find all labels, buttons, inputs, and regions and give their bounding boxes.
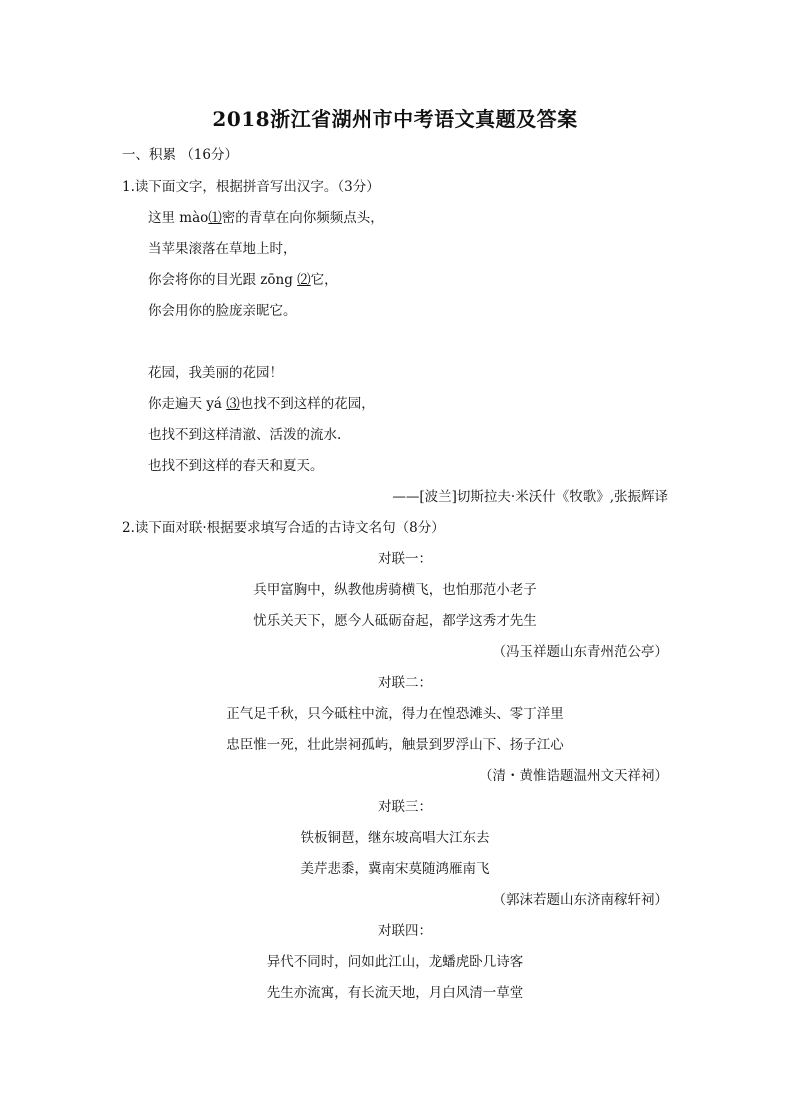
couplet-line: 兵甲富胸中，纵教他虏骑横飞，也怕那范小老子 <box>253 582 537 598</box>
couplet-line: 先生亦流寓，有长流天地，月白风清一草堂 <box>266 985 524 1001</box>
poem-source: ——[波兰]切斯拉夫·米沃什《牧歌》,张振辉译 <box>392 489 668 505</box>
poem-text: 这里 mào <box>148 210 209 226</box>
poem-line <box>148 271 338 289</box>
couplet-line: 铁板铜琶，继东坡高唱大江东去 <box>300 830 490 846</box>
couplet-heading: 对联三： <box>378 799 432 815</box>
poem-line <box>148 395 375 413</box>
poem-line: 花园，我美丽的花园！ <box>148 365 283 381</box>
poem-line <box>148 209 384 227</box>
poem-text: 你会将你的目光跟 zōng <box>148 272 298 288</box>
couplet-heading: 对联一： <box>378 551 432 567</box>
page-title: 2018浙江省湖州市中考语文真题及答案 <box>212 107 578 131</box>
couplet-line: 美芹悲黍，冀南宋莫随鸿雁南飞 <box>300 861 490 877</box>
answer-blank-3: ⑶ <box>226 396 240 412</box>
couplet-source: （清・黄惟诰题温州文天祥祠） <box>479 768 668 784</box>
answer-blank-2: ⑵ <box>297 272 311 288</box>
section-heading: 一、积累 （16分） <box>122 147 238 163</box>
couplet-source: （郭沫若题山东济南稼轩祠） <box>492 892 668 908</box>
poem-line: 你会用你的脸庞亲昵它。 <box>148 303 297 319</box>
poem-line: 当苹果滚落在草地上时， <box>148 241 297 257</box>
answer-blank-1: ⑴ <box>208 210 222 226</box>
poem-line: 也找不到这样清澈、活泼的流水. <box>148 427 342 443</box>
couplet-heading: 对联四： <box>378 923 432 939</box>
question-1-stem: 1.读下面文字，根据拼音写出汉字。（3分） <box>122 179 380 195</box>
couplet-line: 异代不同时，问如此江山，龙蟠虎卧几诗客 <box>266 954 524 970</box>
couplet-line: 正气足千秋，只今砥柱中流，得力在惶恐滩头、零丁洋里 <box>226 706 564 722</box>
poem-line: 也找不到这样的春天和夏天。 <box>148 458 324 474</box>
poem-text: 它， <box>310 272 338 288</box>
question-2-stem: 2.读下面对联·根据要求填写合适的古诗文名句（8分） <box>122 520 445 536</box>
poem-text: 你走遍天 yá <box>148 396 227 412</box>
couplet-line: 忠臣惟一死，壮此崇祠孤屿，触景到罗浮山下、扬子江心 <box>226 737 564 753</box>
couplet-source: （冯玉祥题山东青州范公亭） <box>492 644 668 660</box>
couplet-line: 忧乐关天下，愿今人砥砺奋起，都学这秀才先生 <box>253 613 537 629</box>
poem-text: 密的青草在向你频频点头， <box>221 210 384 226</box>
poem-text: 也找不到这样的花园， <box>239 396 375 412</box>
couplet-heading: 对联二： <box>378 675 432 691</box>
